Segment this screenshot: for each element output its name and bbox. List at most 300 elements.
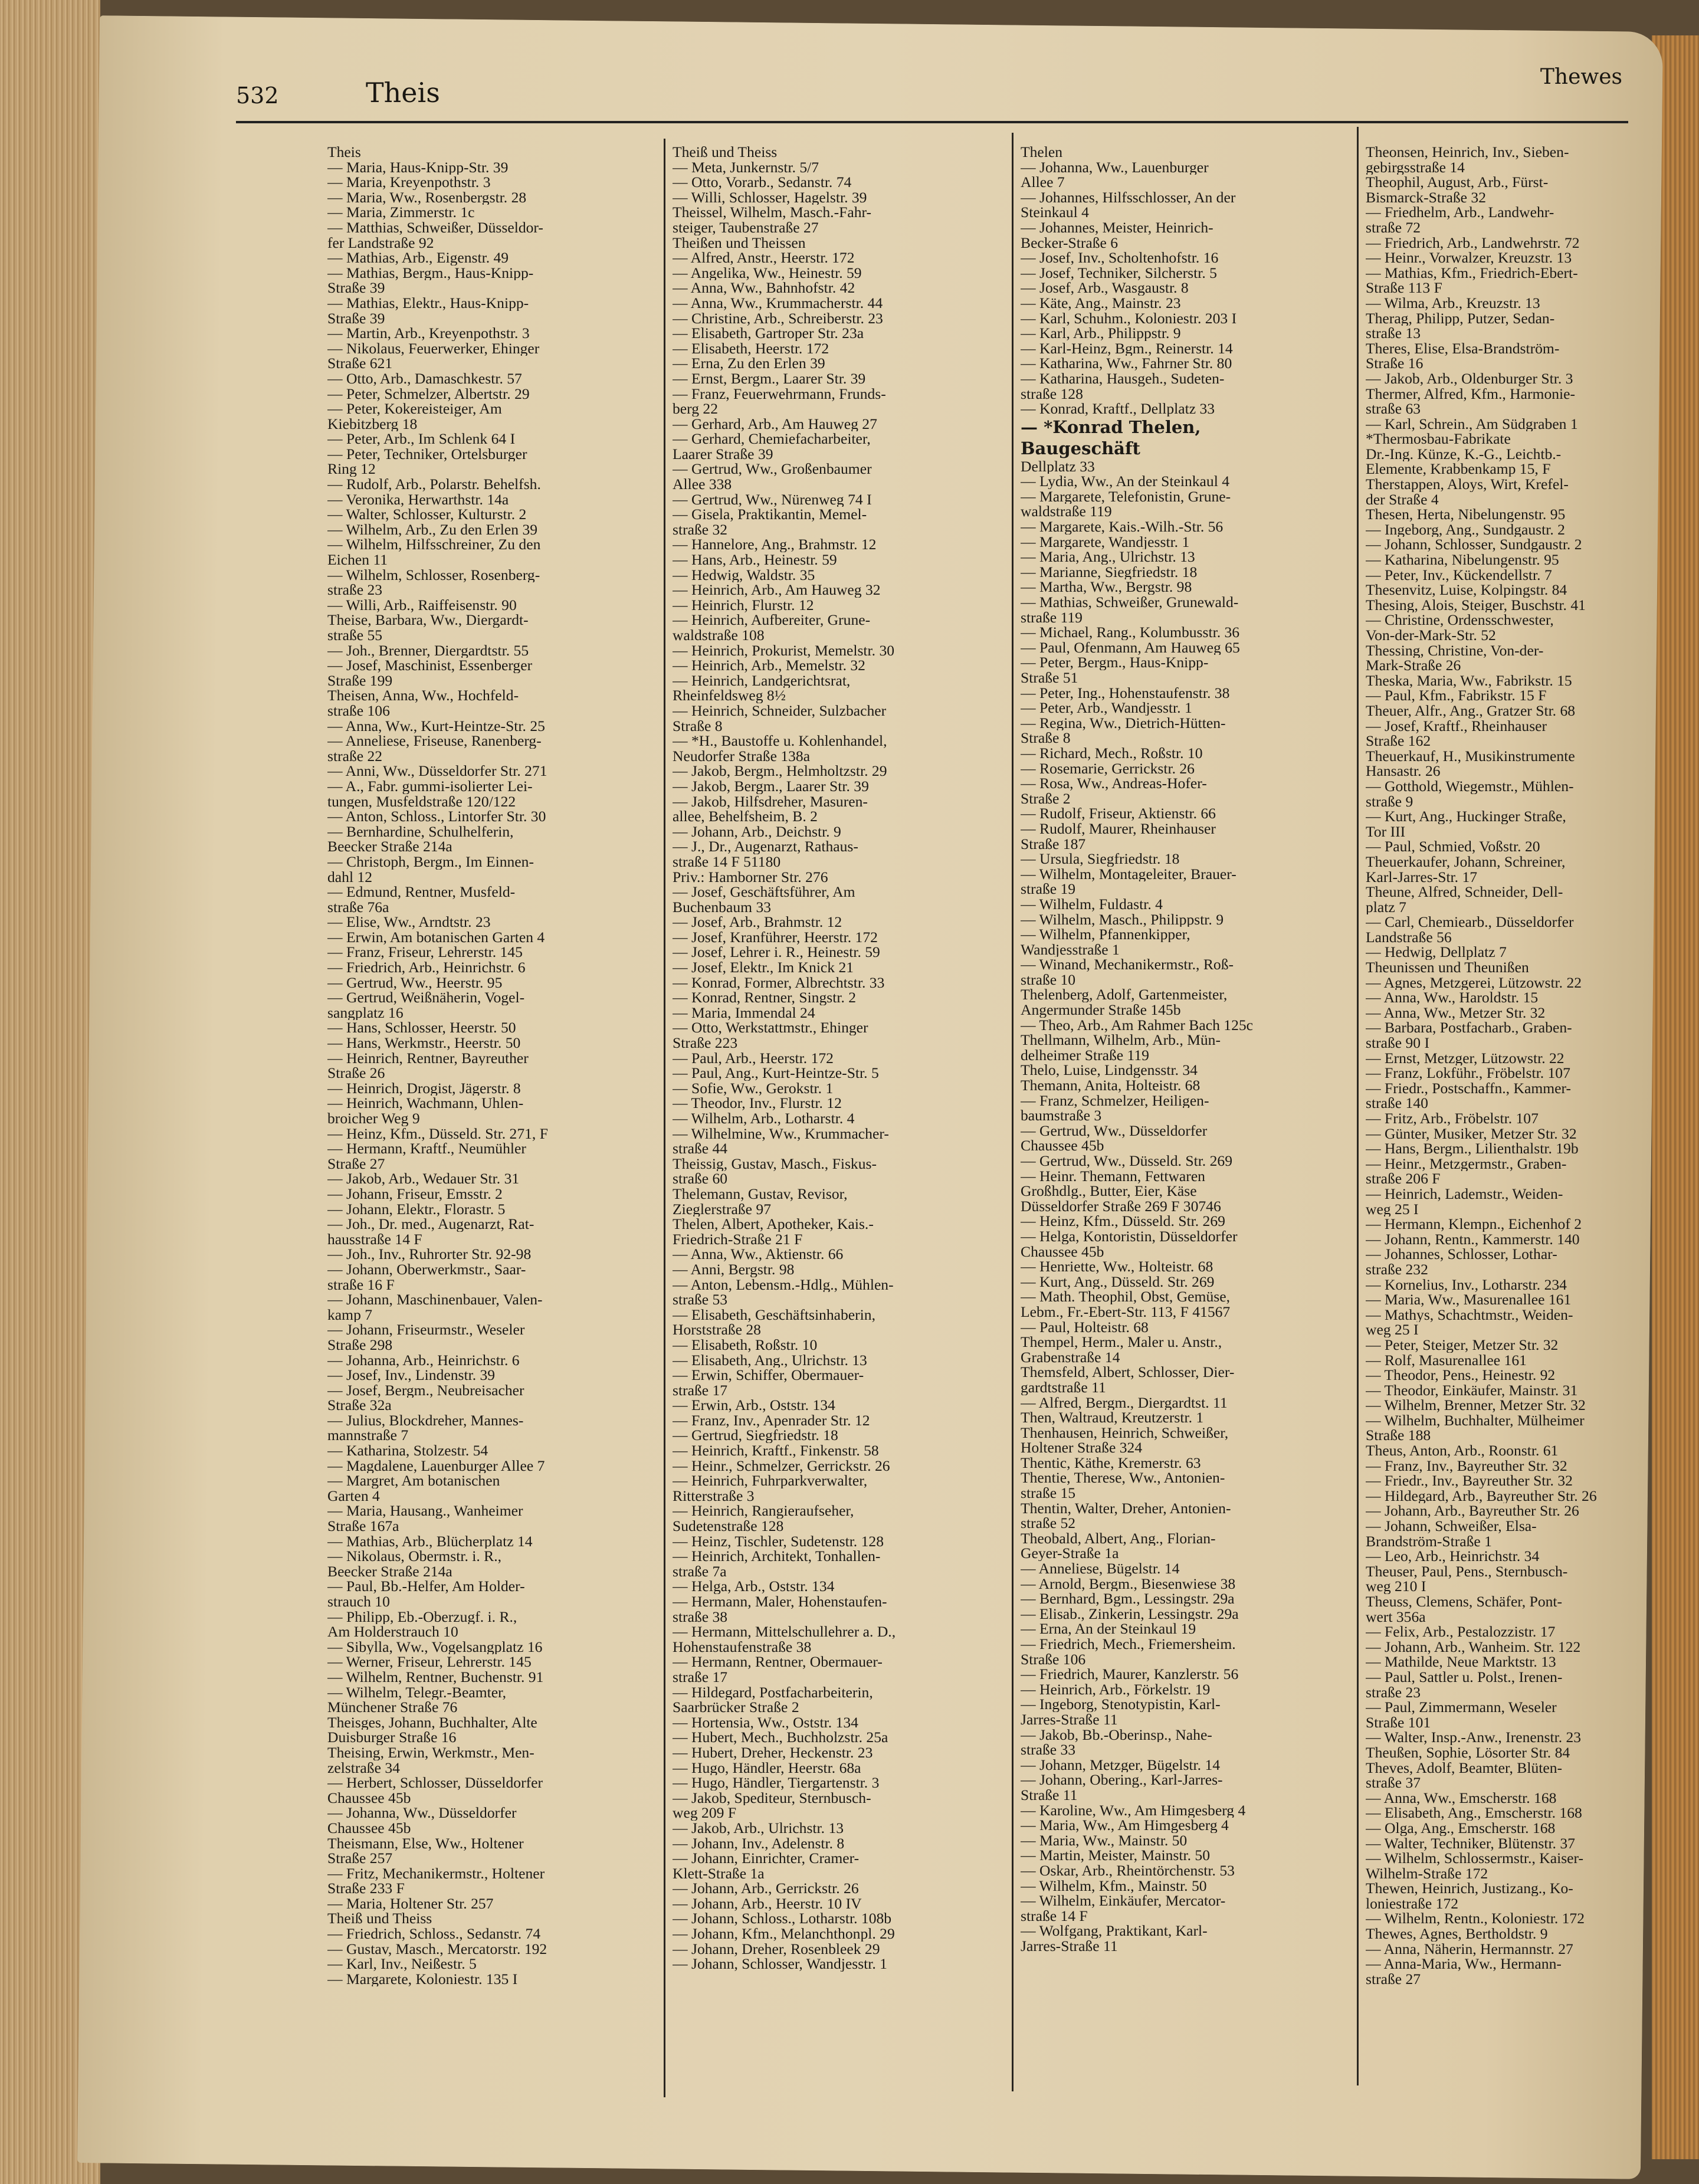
directory-entry-line: — Margarete, Telefonistin, Grune- xyxy=(1021,488,1231,504)
directory-entry-line: — Heinz, Tischler, Sudetenstr. 128 xyxy=(673,1533,884,1549)
directory-entry-line: — Josef, Geschäftsführer, Am xyxy=(673,884,855,900)
directory-entry-line: — Hans, Schlosser, Heerstr. 50 xyxy=(327,1020,516,1036)
directory-entry-line: — Paul, Kfm., Fabrikstr. 15 F xyxy=(1366,688,1547,703)
directory-entry-line: Düsseldorfer Straße 269 F 30746 xyxy=(1021,1198,1221,1214)
directory-entry-line: Wandjesstraße 1 xyxy=(1021,942,1120,957)
directory-entry-line: Thelen, Albert, Apotheker, Kais.- xyxy=(673,1216,874,1232)
directory-entry-line: — Walter, Techniker, Blütenstr. 37 xyxy=(1366,1835,1575,1851)
directory-entry-line: — Heinrich, Rangieraufseher, xyxy=(673,1503,854,1519)
directory-entry-line: — Johann, Friseur, Emsstr. 2 xyxy=(327,1186,503,1202)
directory-entry-line: straße 232 xyxy=(1366,1261,1428,1277)
directory-entry-line: tungen, Musfeldstraße 120/122 xyxy=(327,793,516,809)
directory-entry-line: — Heinrich, Drogist, Jägerstr. 8 xyxy=(327,1080,521,1096)
directory-entry-line: Theisges, Johann, Buchhalter, Alte xyxy=(327,1714,537,1730)
directory-entry-line: — Peter, Arb., Wandjesstr. 1 xyxy=(1021,700,1192,716)
directory-entry-line: — Erwin, Am botanischen Garten 4 xyxy=(327,929,545,945)
directory-entry-line: hausstraße 14 F xyxy=(327,1231,422,1247)
directory-entry-line: — Wilhelmine, Ww., Krummacher- xyxy=(673,1126,889,1142)
directory-entry-line: — Joh., Dr. med., Augenarzt, Rat- xyxy=(327,1216,534,1232)
directory-entry-line: straße 9 xyxy=(1366,793,1413,809)
directory-entry-line: — Wilhelm, Montageleiter, Brauer- xyxy=(1021,866,1236,882)
directory-entry-line: — Friedr., Inv., Bayreuther Str. 32 xyxy=(1366,1473,1573,1488)
directory-entry-line: — Kurt, Ang., Düsseld. Str. 269 xyxy=(1021,1274,1215,1290)
directory-entry-line: — Christine, Arb., Schreiberstr. 23 xyxy=(673,310,883,326)
directory-entry-line: straße 33 xyxy=(1021,1742,1076,1757)
directory-entry-line: straße 53 xyxy=(673,1292,728,1307)
directory-entry-line: — Oskar, Arb., Rheintörchenstr. 53 xyxy=(1021,1862,1235,1878)
directory-entry-line: — Hannelore, Ang., Brahmstr. 12 xyxy=(673,537,877,553)
directory-entry-line: — Theodor, Pens., Heinestr. 92 xyxy=(1366,1368,1556,1383)
directory-entry-line: — Heinrich, Flurstr. 12 xyxy=(673,597,814,613)
directory-entry-line: platz 7 xyxy=(1366,899,1406,915)
directory-entry-line: — Anna, Ww., Aktienstr. 66 xyxy=(673,1247,844,1262)
directory-entry-line: — Karl, Schrein., Am Südgraben 1 xyxy=(1366,416,1578,432)
directory-entry-line: — Matthias, Schweißer, Düsseldor- xyxy=(327,219,543,235)
directory-entry-line: allee, Behelfsheim, B. 2 xyxy=(673,809,818,824)
directory-entry-line: Allee 7 xyxy=(1021,175,1065,190)
directory-entry-line: — Paul, Ofenmann, Am Hauweg 65 xyxy=(1021,640,1240,655)
directory-entry-line: — Otto, Arb., Damaschkestr. 57 xyxy=(327,370,522,386)
directory-entry-line: gardtstraße 11 xyxy=(1021,1379,1106,1395)
directory-entry-line: Theißen und Theissen xyxy=(673,235,806,251)
directory-entry-line: straße 72 xyxy=(1366,219,1421,235)
directory-entry-line: straße 13 xyxy=(1366,326,1421,341)
directory-entry-line: — Rudolf, Maurer, Rheinhauser xyxy=(1021,821,1216,837)
directory-entry-line: Theiß und Theiss xyxy=(327,1911,432,1927)
directory-entry-line: — Johanna, Ww., Lauenburger xyxy=(1021,159,1209,175)
directory-entry-line: — Anna, Ww., Haroldstr. 15 xyxy=(1366,990,1539,1005)
directory-entry-line: Straße 621 xyxy=(327,356,393,371)
directory-entry-line: Straße 27 xyxy=(327,1156,385,1172)
directory-entry-line: — J., Dr., Augenarzt, Rathaus- xyxy=(673,839,858,854)
page-number: 532 xyxy=(236,83,279,109)
directory-entry-line: sangplatz 16 xyxy=(327,1005,404,1021)
directory-entry-line: — Anni, Bergstr. 98 xyxy=(673,1261,795,1277)
directory-entry-line: — Friedrich, Arb., Landwehrstr. 72 xyxy=(1366,235,1580,251)
directory-entry-line: Straße 2 xyxy=(1021,791,1071,806)
directory-entry-line: Thesing, Alois, Steiger, Buschstr. 41 xyxy=(1366,597,1586,613)
directory-entry-line: Elemente, Krabbenkamp 15, F xyxy=(1366,461,1551,477)
directory-entry-line: — Nikolaus, Obermstr. i. R., xyxy=(327,1549,502,1564)
directory-entry-line: Straße 16 xyxy=(1366,356,1424,371)
column-divider xyxy=(1357,127,1359,2085)
directory-entry-line: Themsfeld, Albert, Schlosser, Dier- xyxy=(1021,1365,1235,1380)
directory-entry-line: straße 22 xyxy=(327,748,383,764)
directory-entry-line: — Josef, Arb., Brahmstr. 12 xyxy=(673,914,842,930)
directory-entry-line: — Maria, Ww., Masurenallee 161 xyxy=(1366,1292,1572,1307)
directory-entry-line: — Käte, Ang., Mainstr. 23 xyxy=(1021,295,1181,311)
directory-entry-line: straße 38 xyxy=(673,1609,728,1625)
directory-entry-line: — Helga, Arb., Oststr. 134 xyxy=(673,1579,835,1594)
directory-entry-line: — Konrad, Kraftf., Dellplatz 33 xyxy=(1021,401,1215,417)
directory-entry-line: — Anton, Lebensm.-Hdlg., Mühlen- xyxy=(673,1277,894,1293)
directory-entry-line: — Wilhelm, Buchhalter, Mülheimer xyxy=(1366,1412,1585,1428)
directory-entry-line: — Johann, Schlosser, Wandjesstr. 1 xyxy=(673,1956,887,1972)
directory-entry-line: Straße 32a xyxy=(327,1398,392,1413)
directory-entry-line: — Hans, Arb., Heinestr. 59 xyxy=(673,552,837,568)
directory-entry-line: Saarbrücker Straße 2 xyxy=(673,1700,799,1715)
directory-entry-line: Straße 113 F xyxy=(1366,280,1442,296)
directory-entry-line: — Mathias, Kfm., Friedrich-Ebert- xyxy=(1366,265,1578,281)
directory-entry-line: — Heinrich, Rentner, Bayreuther xyxy=(327,1050,529,1066)
directory-entry-line: — Heinrich, Prokurist, Memelstr. 30 xyxy=(673,642,895,658)
directory-entry-line: — Hortensia, Ww., Oststr. 134 xyxy=(673,1714,858,1730)
directory-entry-line: straße 44 xyxy=(673,1141,728,1156)
directory-entry-line: — Konrad, Rentner, Singstr. 2 xyxy=(673,990,857,1005)
directory-entry-line: — Margarete, Wandjesstr. 1 xyxy=(1021,534,1190,550)
directory-entry-line: — Josef, Arb., Wasgaustr. 8 xyxy=(1021,280,1189,296)
directory-entry-line: mannstraße 7 xyxy=(327,1428,409,1444)
directory-entry-line: Theissig, Gustav, Masch., Fiskus- xyxy=(673,1156,877,1172)
directory-entry-line: straße 106 xyxy=(327,703,390,719)
directory-entry-line: — Friedhelm, Arb., Landwehr- xyxy=(1366,205,1554,220)
directory-entry-line: Theune, Alfred, Schneider, Dell- xyxy=(1366,884,1563,900)
directory-entry-line: Garten 4 xyxy=(327,1488,380,1504)
directory-entry-line: — Hermann, Maler, Hohenstaufen- xyxy=(673,1594,887,1609)
directory-entry-line: — Heinrich, Architekt, Tonhallen- xyxy=(673,1549,881,1564)
directory-entry-line: — Jakob, Bergm., Helmholtzstr. 29 xyxy=(673,763,887,779)
directory-entry-line: Thempel, Herm., Maler u. Anstr., xyxy=(1021,1334,1222,1350)
directory-entry-line: Straße 106 xyxy=(1021,1651,1086,1667)
directory-entry-line: — Johann, Arb., Deichstr. 9 xyxy=(673,824,841,840)
directory-entry-line: — Anton, Schloss., Lintorfer Str. 30 xyxy=(327,809,546,824)
directory-entry-line: steiger, Taubenstraße 27 xyxy=(673,219,819,235)
directory-entry-line: — Gertrud, Ww., Düsseldorfer xyxy=(1021,1123,1208,1139)
directory-entry-line: Thentin, Walter, Dreher, Antonien- xyxy=(1021,1500,1231,1516)
directory-entry-line: Theuser, Paul, Pens., Sternbusch- xyxy=(1366,1563,1568,1579)
directory-entry-line: — Hermann, Kraftf., Neumühler xyxy=(327,1141,526,1156)
directory-entry-line: — Christine, Ordensschwester, xyxy=(1366,612,1554,628)
directory-entry-line: — Maria, Holtener Str. 257 xyxy=(327,1896,494,1911)
directory-entry-line: — Marianne, Siegfriedstr. 18 xyxy=(1021,564,1198,580)
directory-entry-line: waldstraße 108 xyxy=(673,628,765,643)
directory-entry-line: — Hermann, Rentner, Obermauer- xyxy=(673,1654,883,1670)
directory-entry-line: zelstraße 34 xyxy=(327,1760,400,1776)
directory-entry-line: straße 23 xyxy=(327,582,383,598)
directory-entry-line: Baugeschäft xyxy=(1021,438,1140,458)
directory-entry-line: weg 25 I xyxy=(1366,1201,1419,1217)
directory-entry-line: — Johann, Friseurmstr., Weseler xyxy=(327,1322,525,1337)
column-divider xyxy=(1012,133,1014,2091)
directory-entry-line: Grabenstraße 14 xyxy=(1021,1349,1120,1365)
directory-entry-line: — Jakob, Bb.-Oberinsp., Nahe- xyxy=(1021,1727,1212,1743)
directory-entry-line: — Peter, Steiger, Metzer Str. 32 xyxy=(1366,1337,1559,1353)
directory-entry-line: — Ernst, Metzger, Lützowstr. 22 xyxy=(1366,1050,1564,1066)
directory-entry-line: — Rosemarie, Gerrickstr. 26 xyxy=(1021,760,1195,776)
directory-entry-line: — Sibylla, Ww., Vogelsangplatz 16 xyxy=(327,1639,543,1655)
directory-entry-line: Straße 223 xyxy=(673,1035,738,1051)
directory-entry-line: Theis xyxy=(327,145,361,160)
directory-entry-line: — Otto, Vorarb., Sedanstr. 74 xyxy=(673,175,852,190)
directory-entry-line: — Elise, Ww., Arndtstr. 23 xyxy=(327,914,491,930)
directory-entry-line: Lebm., Fr.-Ebert-Str. 113, F 41567 xyxy=(1021,1304,1231,1320)
directory-entry-line: — Nikolaus, Feuerwerker, Ehinger xyxy=(327,340,540,356)
directory-entry-line: — Olga, Ang., Emscherstr. 168 xyxy=(1366,1820,1556,1836)
directory-entry-line: Thentic, Käthe, Kremerstr. 63 xyxy=(1021,1455,1201,1471)
directory-entry-line: loniestraße 172 xyxy=(1366,1896,1459,1911)
directory-entry-line: — Philipp, Eb.-Oberzugf. i. R., xyxy=(327,1609,517,1625)
directory-entry-line: Thenhausen, Heinrich, Schweißer, xyxy=(1021,1425,1229,1441)
directory-entry-line: Theuerkaufer, Johann, Schreiner, xyxy=(1366,854,1566,870)
directory-entry-line: Karl-Jarres-Str. 17 xyxy=(1366,869,1478,885)
directory-entry-line: — Gertrud, Siegfriedstr. 18 xyxy=(673,1428,838,1444)
directory-entry-line: straße 90 I xyxy=(1366,1035,1430,1051)
directory-entry-line: — Sofie, Ww., Gerokstr. 1 xyxy=(673,1080,834,1096)
directory-entry-line: — Maria, Hausang., Wanheimer xyxy=(327,1503,523,1519)
column-3 xyxy=(1021,145,1348,2127)
directory-entry-line: — Maria, Ang., Ulrichstr. 13 xyxy=(1021,549,1195,565)
directory-entry-line: Theuerkauf, H., Musikinstrumente xyxy=(1366,748,1575,764)
directory-entry-line: — Mathias, Arb., Eigenstr. 49 xyxy=(327,250,509,265)
directory-entry-line: — Josef, Lehrer i. R., Heinestr. 59 xyxy=(673,945,880,960)
directory-entry-line: fer Landstraße 92 xyxy=(327,235,434,251)
directory-entry-line: straße 7a xyxy=(673,1563,727,1579)
directory-entry-line: straße 19 xyxy=(1021,881,1076,897)
directory-entry-line: straße 14 F xyxy=(1021,1908,1088,1924)
directory-entry-line: Chaussee 45b xyxy=(327,1790,411,1806)
directory-entry-line: — Josef, Elektr., Im Knick 21 xyxy=(673,960,854,975)
directory-entry-line: Ring 12 xyxy=(327,461,376,477)
directory-entry-line: — Ingeborg, Ang., Sundgaustr. 2 xyxy=(1366,522,1565,537)
directory-entry-line: straße 10 xyxy=(1021,972,1076,988)
directory-entry-line: gebirgsstraße 14 xyxy=(1366,159,1465,175)
directory-entry-line: — Josef, Kraftf., Rheinhauser xyxy=(1366,718,1547,734)
directory-entry-line: — Agnes, Metzgerei, Lützowstr. 22 xyxy=(1366,975,1582,991)
directory-entry-line: — Erna, Zu den Erlen 39 xyxy=(673,356,825,371)
directory-entry-line: straße 32 xyxy=(673,522,728,537)
directory-entry-line: straße 55 xyxy=(327,628,383,643)
directory-entry-line: — Erwin, Schiffer, Obermauer- xyxy=(673,1368,864,1383)
directory-entry-line: — Theodor, Inv., Flurstr. 12 xyxy=(673,1096,842,1111)
directory-entry-line: Theonsen, Heinrich, Inv., Sieben- xyxy=(1366,145,1569,160)
directory-entry-line: — Martha, Ww., Bergstr. 98 xyxy=(1021,579,1192,595)
directory-entry-line: — Elisabeth, Heerstr. 172 xyxy=(673,340,829,356)
directory-entry-line: — Leo, Arb., Heinrichstr. 34 xyxy=(1366,1549,1540,1564)
directory-entry-line: — Wilhelm, Masch., Philippstr. 9 xyxy=(1021,911,1224,927)
directory-entry-line: — Gertrud, Ww., Großenbaumer xyxy=(673,461,872,477)
directory-entry-line: — Franz, Friseur, Lehrerstr. 145 xyxy=(327,945,523,960)
column-1 xyxy=(327,145,655,2127)
directory-entry-line: — Heinrich, Arb., Am Hauweg 32 xyxy=(673,582,881,598)
directory-entry-line: — *H., Baustoffe u. Kohlenhandel, xyxy=(673,733,887,749)
directory-entry-line: straße 119 xyxy=(1021,609,1083,625)
directory-entry-line: — Erwin, Arb., Oststr. 134 xyxy=(673,1398,835,1413)
directory-entry-line: — Heinrich, Aufbereiter, Grune- xyxy=(673,612,871,628)
directory-entry-line: — Johannes, Hilfsschlosser, An der xyxy=(1021,189,1236,205)
directory-entry-line: — Anna, Ww., Kurt-Heintze-Str. 25 xyxy=(327,718,545,734)
directory-entry-line: — Heinz, Kfm., Düsseld. Str. 271, F xyxy=(327,1126,548,1142)
directory-entry-line: Friedrich-Straße 21 F xyxy=(673,1231,803,1247)
directory-entry-line: Theves, Adolf, Beamter, Blüten- xyxy=(1366,1760,1563,1776)
directory-entry-line: — Johann, Metzger, Bügelstr. 14 xyxy=(1021,1757,1221,1773)
column-2 xyxy=(673,145,1000,2127)
directory-entry-line: — Martin, Meister, Mainstr. 50 xyxy=(1021,1848,1210,1863)
directory-entry-line: straße 76a xyxy=(327,899,389,915)
directory-entry-line: Straße 188 xyxy=(1366,1428,1431,1444)
directory-entry-line: Bismarck-Straße 32 xyxy=(1366,189,1486,205)
directory-entry-line: — Mathys, Schachtmstr., Weiden- xyxy=(1366,1307,1573,1323)
directory-entry-line: Duisburger Straße 16 xyxy=(327,1730,457,1745)
directory-entry-line: Großhdlg., Butter, Eier, Käse xyxy=(1021,1183,1197,1199)
directory-entry-line: — Alfred, Anstr., Heerstr. 172 xyxy=(673,250,855,265)
directory-entry-line: Sudetenstraße 128 xyxy=(673,1519,784,1534)
directory-entry-line: straße 14 F 51180 xyxy=(673,854,781,870)
directory-entry-line: — Anna, Ww., Krummacherstr. 44 xyxy=(673,295,883,311)
directory-entry-line: Chaussee 45b xyxy=(1021,1244,1104,1260)
directory-entry-line: Thelemann, Gustav, Revisor, xyxy=(673,1186,848,1202)
directory-entry-line: Then, Waltraud, Kreutzerstr. 1 xyxy=(1021,1410,1204,1425)
directory-entry-line: straße 16 F xyxy=(327,1277,395,1293)
directory-entry-line: — Magdalene, Lauenburger Allee 7 xyxy=(327,1458,545,1474)
directory-entry-line: kamp 7 xyxy=(327,1307,373,1323)
directory-entry-line: — Margarete, Koloniestr. 135 I xyxy=(327,1971,518,1987)
directory-entry-line: Thewes, Agnes, Bertholdstr. 9 xyxy=(1366,1926,1548,1942)
directory-entry-line: — Erna, An der Steinkaul 19 xyxy=(1021,1621,1196,1637)
directory-entry-line: — Paul, Bb.-Helfer, Am Holder- xyxy=(327,1579,525,1594)
directory-entry-line: — Regina, Ww., Dietrich-Hütten- xyxy=(1021,715,1226,731)
directory-entry-line: — Johann, Einrichter, Cramer- xyxy=(673,1851,860,1866)
directory-entry-line: straße 17 xyxy=(673,1382,728,1398)
directory-entry-line: — Johannes, Schlosser, Lothar- xyxy=(1366,1247,1557,1262)
directory-entry-line: — Martin, Arb., Kreyenpothstr. 3 xyxy=(327,326,530,341)
directory-entry-line: — Edmund, Rentner, Musfeld- xyxy=(327,884,516,900)
directory-entry-line: — Christoph, Bergm., Im Einnen- xyxy=(327,854,534,870)
directory-entry-line: — Paul, Zimmermann, Weseler xyxy=(1366,1700,1557,1715)
directory-entry-line: — Theodor, Einkäufer, Mainstr. 31 xyxy=(1366,1382,1578,1398)
directory-entry-line: — Bernhard, Bgm., Lessingstr. 29a xyxy=(1021,1591,1235,1606)
directory-entry-line: — Friedrich, Arb., Heinrichstr. 6 xyxy=(327,960,526,975)
directory-entry-line: — Michael, Rang., Kolumbusstr. 36 xyxy=(1021,625,1240,640)
directory-entry-line: berg 22 xyxy=(673,401,719,417)
directory-entry-line: — Anna, Näherin, Hermannstr. 27 xyxy=(1366,1941,1573,1957)
directory-entry-line: — Wilhelm, Pfannenkipper, xyxy=(1021,927,1190,942)
directory-entry-line: Straße 26 xyxy=(327,1065,385,1081)
directory-entry-line: — Wilhelm, Fuldastr. 4 xyxy=(1021,896,1163,912)
directory-entry-line: — Heinr., Vorwalzer, Kreuzstr. 13 xyxy=(1366,250,1572,265)
directory-entry-line: — Paul, Schmied, Voßstr. 20 xyxy=(1366,839,1540,854)
directory-entry-line: Zieglerstraße 97 xyxy=(673,1201,771,1217)
directory-entry-line: — Hubert, Mech., Buchholzstr. 25a xyxy=(673,1730,888,1745)
directory-entry-line: — Anna, Ww., Bahnhofstr. 42 xyxy=(673,280,855,296)
directory-entry-line: Kiebitzberg 18 xyxy=(327,416,418,432)
directory-entry-line: — Carl, Chemiearb., Düsseldorfer xyxy=(1366,914,1574,930)
directory-entry-line: wert 356a xyxy=(1366,1609,1426,1625)
directory-entry-line: — Elisab., Zinkerin, Lessingstr. 29a xyxy=(1021,1606,1239,1622)
directory-entry-line: — Math. Theophil, Obst, Gemüse, xyxy=(1021,1289,1230,1304)
directory-entry-line: — Karoline, Ww., Am Himgesberg 4 xyxy=(1021,1802,1246,1818)
directory-entry-line: Thesen, Herta, Nibelungenstr. 95 xyxy=(1366,507,1566,522)
column-4 xyxy=(1366,145,1643,2127)
directory-entry-line: Straße 101 xyxy=(1366,1714,1431,1730)
directory-entry-line: Horststraße 28 xyxy=(673,1322,761,1337)
directory-entry-line: Theres, Elise, Elsa-Brandström- xyxy=(1366,340,1560,356)
directory-entry-line: — Mathias, Elektr., Haus-Knipp- xyxy=(327,295,529,311)
directory-entry-line: — Joh., Inv., Ruhrorter Str. 92-98 xyxy=(327,1247,532,1262)
running-head-right: Thewes xyxy=(1540,65,1622,89)
directory-entry-line: — Katharina, Hausgeh., Sudeten- xyxy=(1021,370,1225,386)
directory-entry-line: — Margret, Am botanischen xyxy=(327,1473,500,1488)
directory-entry-line: baumstraße 3 xyxy=(1021,1108,1102,1123)
directory-entry-line: — Jakob, Arb., Wedauer Str. 31 xyxy=(327,1171,520,1186)
directory-entry-line: — Paul, Arb., Heerstr. 172 xyxy=(673,1050,834,1066)
directory-entry-line: straße 63 xyxy=(1366,401,1421,417)
directory-entry-line: — Angelika, Ww., Heinestr. 59 xyxy=(673,265,862,281)
directory-entry-line: — Heinrich, Lademstr., Weiden- xyxy=(1366,1186,1563,1202)
directory-entry-line: Theophil, August, Arb., Fürst- xyxy=(1366,175,1549,190)
directory-entry-line: — Maria, Ww., Am Himgesberg 4 xyxy=(1021,1818,1229,1833)
directory-entry-line: broicher Weg 9 xyxy=(327,1111,420,1126)
directory-entry-line: — Heinrich, Wachmann, Uhlen- xyxy=(327,1096,524,1111)
directory-entry-line: — Johann, Arb., Wanheim. Str. 122 xyxy=(1366,1639,1581,1655)
directory-entry-line: — Hans, Bergm., Lilienthalstr. 19b xyxy=(1366,1141,1579,1156)
directory-entry-line: Geyer-Straße 1a xyxy=(1021,1546,1119,1562)
directory-entry-line: — Heinrich, Fuhrparkverwalter, xyxy=(673,1473,868,1488)
directory-entry-line: Straße 298 xyxy=(327,1337,393,1353)
directory-entry-line: Straße 39 xyxy=(327,310,385,326)
directory-entry-line: — Walter, Schlosser, Kulturstr. 2 xyxy=(327,507,527,522)
directory-entry-line: — Karl, Arb., Philippstr. 9 xyxy=(1021,326,1181,341)
directory-entry-line: straße 27 xyxy=(1366,1971,1421,1987)
directory-entry-line: Theiß und Theiss xyxy=(673,145,778,160)
directory-entry-line: — Jakob, Arb., Oldenburger Str. 3 xyxy=(1366,370,1573,386)
directory-entry-line: Theisen, Anna, Ww., Hochfeld- xyxy=(327,688,519,703)
directory-entry-line: — Johann, Schweißer, Elsa- xyxy=(1366,1519,1537,1534)
directory-entry-line: — Johanna, Ww., Düsseldorfer xyxy=(327,1805,517,1821)
directory-entry-line: — Ernst, Bergm., Laarer Str. 39 xyxy=(673,370,866,386)
directory-entry-line: Thentie, Therese, Ww., Antonien- xyxy=(1021,1470,1225,1486)
directory-entry-line: weg 210 I xyxy=(1366,1579,1426,1594)
directory-entry-line: — Franz, Inv., Bayreuther Str. 32 xyxy=(1366,1458,1567,1474)
directory-entry-line: — Mathias, Bergm., Haus-Knipp- xyxy=(327,265,534,281)
directory-entry-line: — Johannes, Meister, Heinrich- xyxy=(1021,219,1213,235)
directory-entry-line: — Theo, Arb., Am Rahmer Bach 125c xyxy=(1021,1017,1254,1033)
directory-entry-line: — Fritz, Arb., Fröbelstr. 107 xyxy=(1366,1111,1539,1126)
directory-entry-line: — Gertrud, Weißnäherin, Vogel- xyxy=(327,990,525,1005)
directory-entry-line: — Arnold, Bergm., Biesenwiese 38 xyxy=(1021,1576,1236,1592)
directory-entry-line: Therstappen, Aloys, Wirt, Krefel- xyxy=(1366,477,1569,492)
directory-entry-line: Theising, Erwin, Werkmstr., Men- xyxy=(327,1744,534,1760)
directory-entry-line: — Hugo, Händler, Tiergartenstr. 3 xyxy=(673,1775,880,1791)
directory-entry-line: Thewen, Heinrich, Justizang., Ko- xyxy=(1366,1881,1573,1896)
directory-entry-line: Thelo, Luise, Lindgensstr. 34 xyxy=(1021,1063,1198,1078)
directory-entry-line: — Anneliese, Bügelstr. 14 xyxy=(1021,1561,1180,1576)
directory-entry-line: — Katharina, Stolzestr. 54 xyxy=(327,1443,488,1458)
directory-entry-line: Jarres-Straße 11 xyxy=(1021,1711,1118,1727)
directory-entry-line: — Lydia, Ww., An der Steinkaul 4 xyxy=(1021,474,1229,489)
page-header xyxy=(236,65,1646,112)
directory-entry-line: — Johann, Dreher, Rosenbleek 29 xyxy=(673,1941,880,1957)
directory-entry-line: — Johann, Elektr., Florastr. 5 xyxy=(327,1201,506,1217)
directory-entry-line: — Maria, Zimmerstr. 1c xyxy=(327,205,475,220)
directory-entry-line: Straße 51 xyxy=(1021,670,1078,686)
directory-entry-line: — Richard, Mech., Roßstr. 10 xyxy=(1021,745,1203,761)
directory-entry-line: Straße 187 xyxy=(1021,836,1086,852)
directory-entry-line: — Johanna, Arb., Heinrichstr. 6 xyxy=(327,1352,520,1368)
directory-entry-line: — Willi, Arb., Raiffeisenstr. 90 xyxy=(327,597,517,613)
directory-entry-line: — Elisabeth, Roßstr. 10 xyxy=(673,1337,818,1353)
directory-entry-line: Straße 162 xyxy=(1366,733,1431,749)
directory-entry-line: — Wilhelm, Kfm., Mainstr. 50 xyxy=(1021,1878,1207,1894)
directory-entry-line: — Mathias, Arb., Blücherplatz 14 xyxy=(327,1533,533,1549)
directory-entry-line: Thessing, Christine, Von-der- xyxy=(1366,642,1544,658)
directory-entry-line: Chaussee 45b xyxy=(1021,1138,1104,1153)
directory-entry-line: — Rolf, Masurenallee 161 xyxy=(1366,1352,1527,1368)
directory-entry-line: Holtener Straße 324 xyxy=(1021,1440,1143,1455)
running-head-left: Theis xyxy=(366,77,440,109)
directory-entry-line: — Josef, Kranführer, Heerstr. 172 xyxy=(673,929,878,945)
directory-entry-line: — Hermann, Klempn., Eichenhof 2 xyxy=(1366,1216,1582,1232)
directory-entry-line: delheimer Straße 119 xyxy=(1021,1047,1149,1063)
